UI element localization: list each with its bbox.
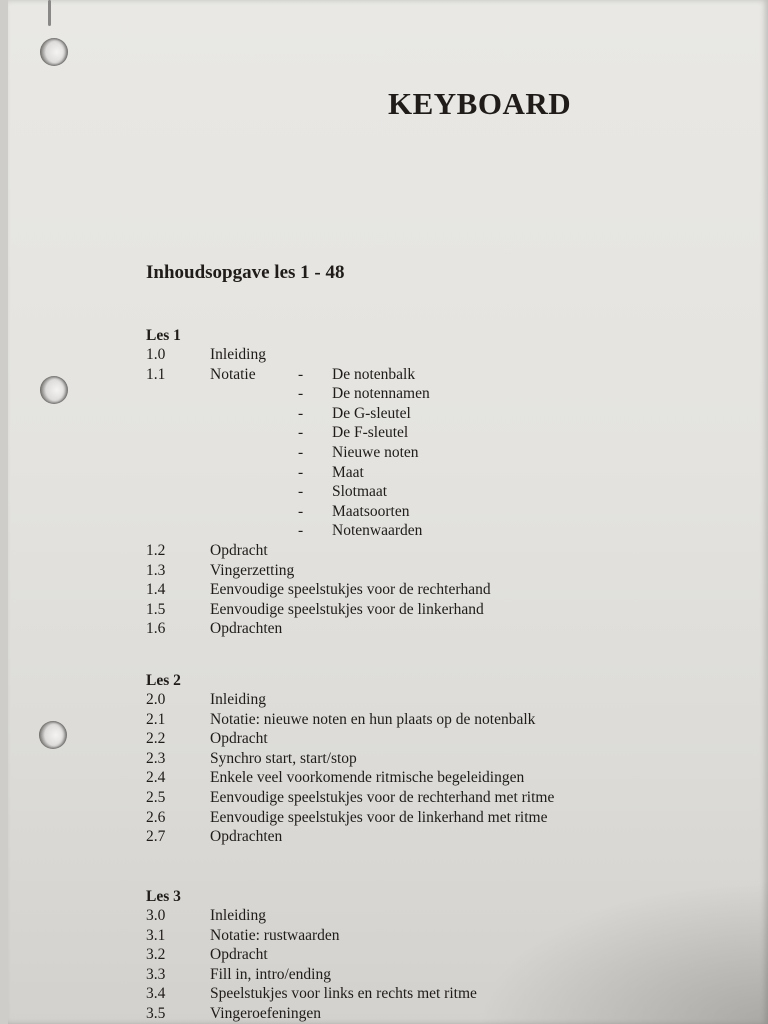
toc-entry: 1.4 Eenvoudige speelstukjes voor de rechterhand <box>146 581 491 599</box>
toc-subentry: De G-sleutel <box>332 404 411 422</box>
toc-entry: 3.5 Vingeroefeningen <box>146 1004 321 1022</box>
toc-entry: 2.0 Inleiding <box>146 691 266 708</box>
page-title: KEYBOARD <box>388 86 572 121</box>
lesson-3 <box>146 887 477 1024</box>
toc-subentry-row: - De G-sleutel <box>298 404 411 422</box>
toc-entry: 2.5 Eenvoudige speelstukjes voor de rechterhand met ritme <box>146 788 555 806</box>
punch-hole-top <box>40 38 68 66</box>
toc-subentry-row: - Slotmaat <box>298 483 388 501</box>
toc-subentry: Nieuwe noten <box>332 443 419 461</box>
photo-shadow <box>478 880 768 1024</box>
toc-entry: 3.1 Notatie: rustwaarden <box>146 926 340 944</box>
toc-entry: 3.0 Inleiding <box>146 907 266 924</box>
lesson-title: Les 3 <box>146 888 181 905</box>
toc-subentry: Maatsoorten <box>332 502 410 520</box>
punch-hole-middle <box>40 376 68 404</box>
toc-entry: 2.3 Synchro start, start/stop <box>146 749 357 767</box>
toc-subentry: De notenbalk <box>332 365 416 383</box>
toc-subentry: Notenwaarden <box>332 522 423 540</box>
toc-subentry: Maat <box>332 463 364 481</box>
toc-subentry-row: - Maatsoorten <box>298 502 410 520</box>
toc-subentry-row: - De F-sleutel <box>298 424 409 442</box>
toc-subentry-row: - De notennamen <box>298 385 430 403</box>
toc-entry: 2.4 Enkele veel voorkomende ritmische begeleidingen <box>146 769 525 787</box>
toc-subentry-row: - Maat <box>298 463 364 481</box>
toc-entry: 1.6 Opdrachten <box>146 620 283 638</box>
toc-entry: 2.7 Opdrachten <box>146 828 283 846</box>
toc-heading: Inhoudsopgave les 1 - 48 <box>146 262 345 283</box>
toc-entry: 2.2 Opdracht <box>146 730 268 748</box>
toc-entry: 1.0 Inleiding <box>146 346 266 363</box>
toc-entry: 1.2 Opdracht <box>146 541 268 559</box>
lesson-2 <box>146 671 555 847</box>
toc-subentry-row: - Notenwaarden <box>298 522 423 540</box>
toc-entry: 1.1 Notatie - De notenbalk <box>146 365 416 383</box>
lesson-title: Les 2 <box>146 672 181 689</box>
toc-entry: 2.1 Notatie: nieuwe noten en hun plaats op de notenbalk <box>146 710 536 728</box>
lesson-1 <box>146 326 491 639</box>
toc-subentry: De notennamen <box>332 385 430 403</box>
toc-entry: 3.3 Fill in, intro/ending <box>146 965 331 983</box>
toc-entry: 1.3 Vingerzetting <box>146 561 295 579</box>
toc-entry: 2.6 Eenvoudige speelstukjes voor de linkerhand met ritme <box>146 808 548 826</box>
toc-entry: 1.5 Eenvoudige speelstukjes voor de linkerhand <box>146 600 484 618</box>
toc-subentry: Slotmaat <box>332 483 388 501</box>
document-page <box>8 0 768 1024</box>
toc-entry: 3.2 Opdracht <box>146 946 268 964</box>
punch-hole-bottom <box>39 721 67 749</box>
toc-subentry-row: - Nieuwe noten <box>298 443 419 461</box>
staple <box>48 0 51 26</box>
toc-subentry: De F-sleutel <box>332 424 409 442</box>
lesson-title: Les 1 <box>146 327 181 344</box>
toc-entry: 3.4 Speelstukjes voor links en rechts met ritme <box>146 985 477 1003</box>
